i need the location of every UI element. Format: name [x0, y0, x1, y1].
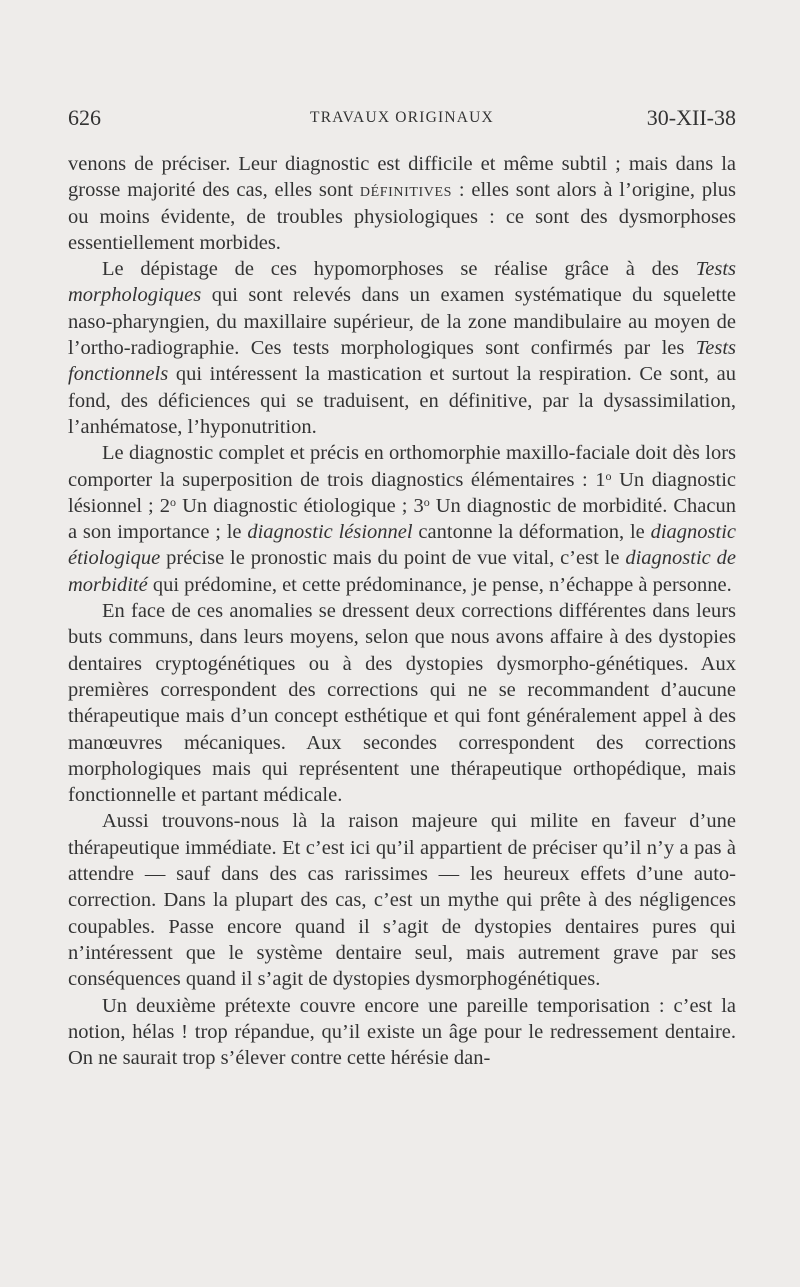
- page-number: 626: [68, 105, 101, 130]
- paragraph-2: [68, 256, 736, 440]
- small-caps-term: définitives: [359, 179, 453, 202]
- italic-term: diagnostic lésionnel: [247, 521, 413, 544]
- ordinal-superscript: o: [170, 494, 177, 509]
- ordinal-superscript: o: [423, 494, 430, 509]
- body-text: [68, 151, 736, 1071]
- text-run: Un diagnostic étiologique ; 3: [176, 494, 424, 517]
- text-run: précise le pronostic mais du point de vue vital, c’est le: [160, 547, 626, 570]
- text-run: cantonne la déformation, le: [412, 521, 651, 544]
- italic-term: diagnostic de morbidité: [68, 547, 737, 596]
- italic-term: diagnostic étiologique: [68, 521, 736, 570]
- text-run: Le diagnostic complet et précis en orthomorphie maxillo-faciale doit dès lors comporter la superposition de trois diagnostics élémentaires : 1: [68, 442, 736, 491]
- text-run: : elles sont alors à l’origine, plus ou moins évidente, de troubles physiologiques : ce sont des dysmorphoses essentiellement morbides.: [68, 179, 736, 254]
- text-run: qui sont relevés dans un examen systématique du squelette naso-pharyngien, du maxillaire supérieur, de la zone mandibulaire au moyen de l’ortho-radiographie. Ces tests morphologiques sont confirmés par les: [68, 284, 736, 360]
- italic-term: Tests fonctionnels: [68, 337, 736, 386]
- paragraph-5: Aussi trouvons-nous là la raison majeure qui milite en faveur d’une thérapeutique immédiate. Et c’est ici qu’il appartient de préciser qu’il n’y a pas à attendre — sauf dans des cas rarissimes — les heureux effets d’une auto-correction. Dans la plupart des cas, c’est un mythe qui prête à des négligences coupables. Passe encore quand il s’agit de dystopies dentaires pures qui n’intéressent que le système dentaire seul, mais autrement grave par ses conséquences quand il s’agit de dystopies dysmorphogénétiques.: [68, 810, 736, 991]
- text-run: Le dépistage de ces hypomorphoses se réalise grâce à des: [102, 258, 696, 281]
- ordinal-superscript: o: [605, 468, 612, 483]
- italic-term: Tests morphologiques: [68, 258, 736, 307]
- paragraph-3: [68, 440, 736, 598]
- running-header: [68, 103, 736, 133]
- paragraph-1: [68, 151, 736, 256]
- text-run: Un diagnostic lésionnel ; 2: [68, 468, 736, 517]
- paragraph-4: En face de ces anomalies se dressent deux corrections différentes dans leurs buts communs, dans leurs moyens, selon que nous avons affaire à des dystopies dentaires cryptogénétiques ou à des dystopies dysmorpho-génétiques. Aux premières correspondent des corrections qui ne se recommandent d’aucune thérapeutique mais d’un concept esthétique et qui font généralement appel à des manœuvres mécaniques. Aux secondes correspondent des corrections morphologiques mais qui représentent une thérapeutique orthopédique, mais fonctionnelle et partant médicale.: [68, 600, 736, 807]
- text-run: qui intéressent la mastication et surtout la respiration. Ce sont, au fond, des déficiences qui se traduisent, en définitive, par la dysassimilation, l’anhématose, l’hyponutrition.: [68, 363, 736, 438]
- text-run: venons de préciser. Leur diagnostic est difficile et même subtil ; mais dans la grosse majorité des cas, elles sont: [68, 153, 736, 202]
- running-title: TRAVAUX ORIGINAUX: [310, 109, 494, 126]
- text-run: qui prédomine, et cette prédominance, je pense, n’échappe à personne.: [147, 573, 732, 596]
- paragraph-6: Un deuxième prétexte couvre encore une pareille temporisation : c’est la notion, hélas ! trop répandue, qu’il existe un âge pour le redressement dentaire. On ne saurait trop s’élever contre cette hérésie dan-: [68, 994, 736, 1070]
- text-run: Un diagnostic de morbidité. Chacun a son importance ; le: [68, 494, 736, 544]
- issue-date: 30-XII-38: [646, 105, 736, 130]
